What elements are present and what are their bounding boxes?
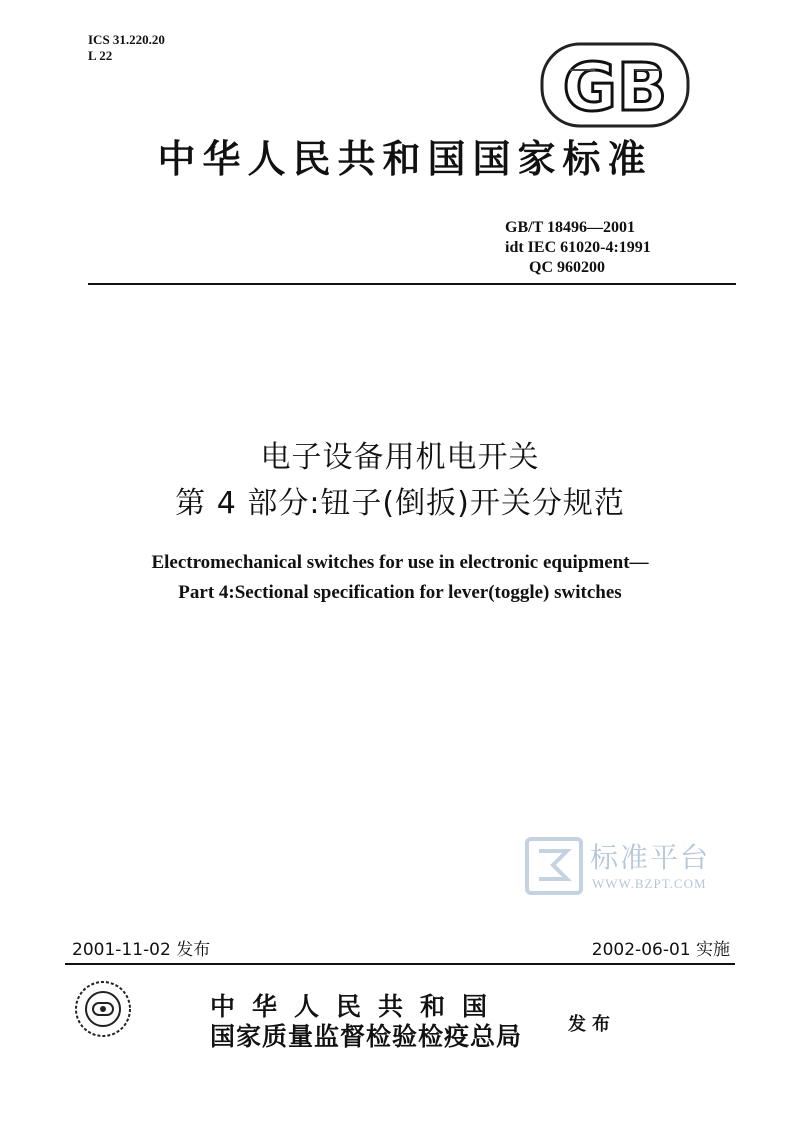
publisher (210, 992, 522, 1052)
official-seal-icon (72, 978, 134, 1040)
ccs-code: L 22 (88, 48, 113, 63)
gb-logo-text: GB (562, 49, 668, 126)
watermark-url: WWW.BZPT.COM (592, 876, 707, 891)
english-title-line2: Part 4:Sectional specification for lever(toggle) switches (178, 582, 622, 603)
gb-logo (540, 40, 690, 130)
publisher-line1: 中华人民共和国 (210, 992, 505, 1021)
english-title-line1: Electromechanical switches for use in electronic equipment— (151, 552, 649, 573)
publisher-line2: 国家质量监督检验检疫总局 (210, 1022, 523, 1051)
chinese-title-line1: 电子设备用机电开关 (260, 440, 540, 475)
watermark-name: 标准平台 (590, 841, 711, 874)
standard-number: GB/T 18496—2001 (505, 219, 635, 236)
identical-standard: idt IEC 61020-4:1991 (505, 239, 651, 256)
english-title (0, 548, 800, 608)
implementation-date: 2002-06-01 实施 (591, 940, 730, 960)
ics-code: ICS 31.220.20 (88, 32, 165, 47)
top-divider (88, 283, 736, 285)
bottom-divider (65, 963, 735, 965)
qc-code: QC 960200 (529, 259, 605, 276)
standard-category-title: 中华人民共和国国家标准 (157, 137, 653, 181)
standard-codes (505, 218, 651, 278)
chinese-title (0, 435, 800, 527)
classification-codes (88, 32, 165, 64)
publish-label: 发布 (568, 1014, 616, 1035)
issue-date: 2001-11-02 发布 (72, 940, 211, 960)
chinese-title-line2: 第 4 部分:钮子(倒扳)开关分规范 (175, 486, 625, 521)
